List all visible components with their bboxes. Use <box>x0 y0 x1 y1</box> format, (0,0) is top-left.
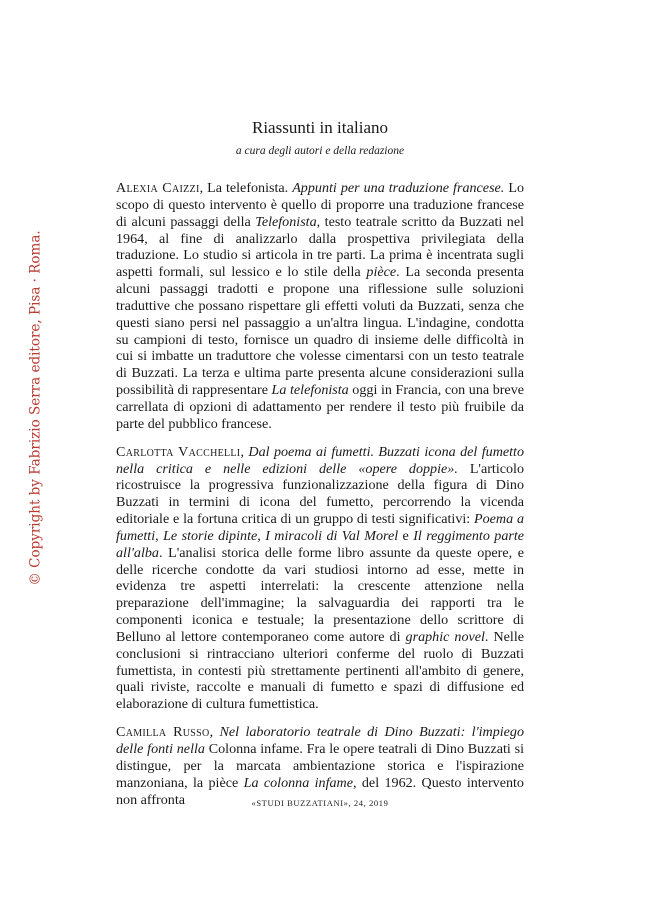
abstract-entry <box>116 180 524 433</box>
italic-text-segment: Poema a fumetti <box>116 511 524 544</box>
italic-text-segment: La colonna infame <box>243 774 353 791</box>
page-title: Riassunti in italiano <box>252 118 388 137</box>
author-name: Alexia Caizzi <box>116 180 200 196</box>
author-name: Carlotta Vacchelli <box>116 443 241 460</box>
text-segment: . L'analisi storica delle forme libro assunte da queste opere, e delle ricerche condotte da vari studiosi intorno ad esse, mette in evidenza tre aspetti interrelati: la crescente attenzione nella preparazione dell'immagine; la salvaguardia dei rapporti tra le componenti iconica e testuale; la presentazione dello scrittore di Belluno al lettore contemporaneo come autore di <box>116 544 524 645</box>
italic-text-segment: I miracoli di Val Morel <box>265 527 399 544</box>
text-segment: . La seconda presenta alcuni passaggi tradotti e propone una riflessione sulle soluzioni traduttive che possano rispettare gli effetti voluti da Buzzati, senza che questi siano persi nel passaggio a un'altra lingua. L'indagine, condotta su campioni di testo, fornisce un quadro di insieme delle difficoltà in cui si imbatte un traduttore che volesse cimentarsi con un testo teatrale di Buzzati. La terza e ultima parte presenta alcune considerazioni sulla possibilità di rappresentare <box>116 264 524 399</box>
text-segment: . Nelle conclusioni si rintracciano ulteriori conferme del ruolo di Buzzati fumettista, in contesti più strettamente pertinenti all'ambito di genere, quali riviste, raccolte e manuali di fumetto e spazi di diffusione ed elaborazione di cultura fumettistica. <box>116 628 524 713</box>
text-segment: , La telefonista. <box>199 180 293 196</box>
page-footer: «STUDI BUZZATIANI», 24, 2019 <box>251 798 389 808</box>
italic-text-segment: Telefonista <box>255 213 317 230</box>
italic-text-segment: La telefonista <box>271 382 349 399</box>
text-segment: , <box>209 724 220 741</box>
abstract-entry <box>116 444 524 714</box>
text-segment: oggi in Francia, con una breve carrellata di opzioni di adattamento per rendere il testo più fruibile da parte del pubblico francese. <box>116 382 524 432</box>
page-subtitle: a cura degli autori e della redazione <box>235 145 405 157</box>
italic-text-segment: Appunti per una traduzione francese. <box>292 180 505 196</box>
text-segment: L'articolo ricostruisce la progressiva funzionalizzazione della figura di Dino Buzzati in termini di icona del fumetto, percorrendo la vicenda editoriale e la fortuna critica di un gruppo di testi significativi: <box>116 460 525 528</box>
italic-text-segment: pièce <box>366 264 397 281</box>
italic-text-segment: Nel laboratorio teatrale di Dino Buzzati: l'impiego delle fonti nella <box>116 724 525 757</box>
text-segment: Colonna infame. Fra le opere teatrali di Dino Buzzati si distingue, per la marcata ambientazione storica e l'ispirazione manzoniana, la pièce <box>116 741 524 791</box>
text-segment: , <box>155 527 164 544</box>
italic-text-segment: Il reggimento parte all'alba <box>116 527 525 561</box>
author-name: Camilla Russo <box>116 724 210 741</box>
italic-text-segment: Le storie dipinte <box>163 527 258 544</box>
text-segment: , <box>257 527 266 544</box>
abstract-entry <box>116 724 524 808</box>
text-segment: e <box>398 527 414 544</box>
copyright-text: © Copyright by Fabrizio Serra editore, Pisa · Roma. <box>28 230 45 586</box>
abstract-text <box>116 444 524 713</box>
copyright-note <box>16 178 56 638</box>
text-segment: , <box>240 443 249 460</box>
text-segment: , testo teatrale scritto da Buzzati nel 1964, al fine di analizzarlo dalla prospettiva privilegiata della traduzione. Lo studio si articola in tre parti. La prima è incentrata sugli aspetti formali, sul lessico e lo stile della <box>116 213 524 281</box>
abstract-list <box>116 180 524 808</box>
abstract-text <box>116 180 524 432</box>
italic-text-segment: graphic novel <box>405 628 485 645</box>
text-segment: Lo scopo di questo intervento è quello di proporre una traduzione francese di alcuni passaggi della <box>116 180 525 230</box>
text-segment: , del 1962. Questo intervento non affronta <box>116 774 524 808</box>
page-content <box>116 118 524 819</box>
italic-text-segment: Dal poema ai fumetti. Buzzati icona del fumetto nella critica e nelle edizioni delle «opere doppie». <box>116 443 525 477</box>
